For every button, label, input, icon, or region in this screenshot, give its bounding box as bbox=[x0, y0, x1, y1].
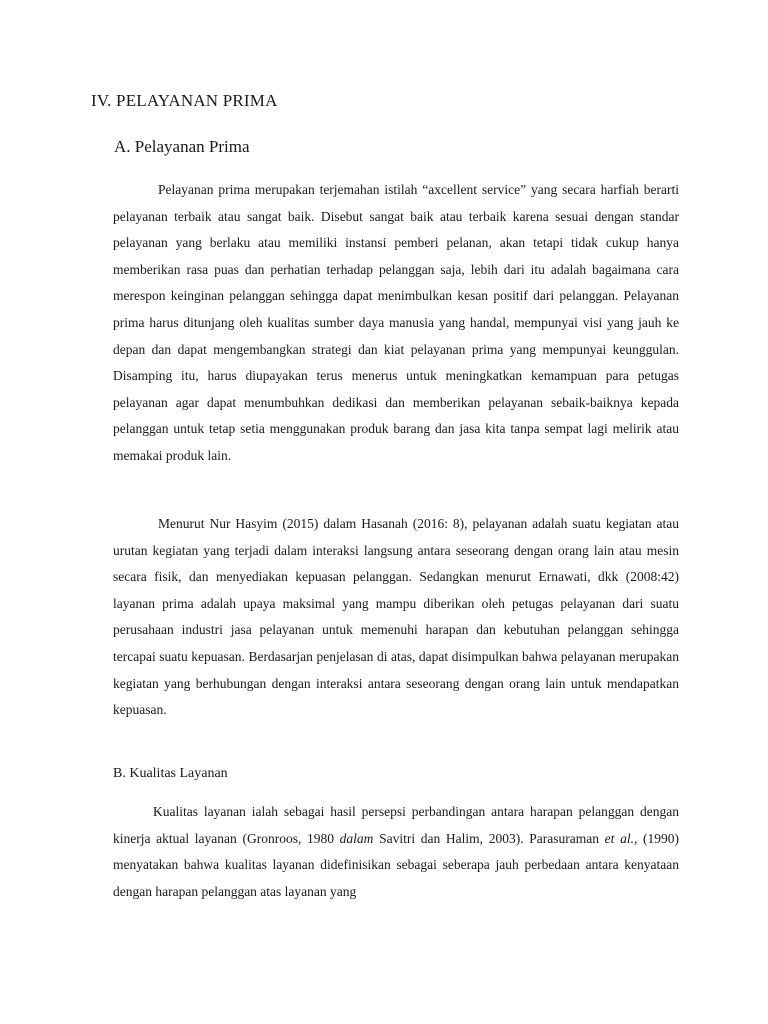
section-a-heading: A. Pelayanan Prima bbox=[114, 137, 250, 156]
paragraph-text: Kualitas layanan ialah sebagai hasil persepsi perbandingan antara harapan pelanggan dengan kinerja aktual layanan (Gronroos, 1980 bbox=[113, 804, 679, 846]
italic-text: dalam bbox=[339, 830, 374, 846]
section-b-heading: B. Kualitas Layanan bbox=[113, 766, 228, 781]
chapter-heading: IV. PELAYANAN PRIMA bbox=[91, 91, 278, 110]
italic-text: et al., bbox=[604, 830, 638, 846]
section-a-paragraph-1: Pelayanan prima merupakan terjemahan istilah “axcellent service” yang secara harfiah berarti pelayanan terbaik atau sangat baik. Disebut sangat baik atau terbaik karena sesuai dengan standar pelayanan yang berlaku atau memiliki instansi pemberi pelanan, akan tetapi tidak cukup hanya memberikan rasa puas dan perhatian terhadap pelanggan saja, lebih dari itu adalah bagaimana cara merespon keinginan pelanggan sehingga dapat menimbulkan kesan positif dari pelanggan. Pelayanan prima harus ditunjang oleh kualitas sumber daya manusia yang handal, mempunyai visi yang jauh ke depan dan dapat mengembangkan strategi dan kiat pelayanan prima yang mempunyai keunggulan. Disamping itu, harus diupayakan terus menerus untuk meningkatkan kemampuan para petugas pelayanan agar dapat menumbuhkan dedikasi dan memberikan pelayanan sebaik-baiknya kepada pelanggan untuk tetap setia menggunakan produk barang dan jasa kita tanpa sempat lagi melirik atau memakai produk lain. bbox=[113, 182, 679, 463]
paragraph-text: (1990) menyatakan bahwa kualitas layanan didefinisikan sebagai seberapa jauh perbedaan antara kenyataan dengan harapan pelanggan atas layanan yang bbox=[113, 830, 679, 899]
section-b-paragraph-1 bbox=[113, 799, 679, 905]
section-a-paragraph-2: Menurut Nur Hasyim (2015) dalam Hasanah (2016: 8), pelayanan adalah suatu kegiatan atau urutan kegiatan yang terjadi dalam interaksi langsung antara seseorang dengan orang lain atau mesin secara fisik, dan menyediakan kepuasan pelanggan. Sedangkan menurut Ernawati, dkk (2008:42) layanan prima adalah upaya maksimal yang mampu diberikan oleh petugas pelayanan dari suatu perusahaan industri jasa pelayanan untuk memenuhi harapan dan kebutuhan pelanggan sehingga tercapai suatu kepuasan. Berdasarjan penjelasan di atas, dapat disimpulkan bahwa pelayanan merupakan kegiatan yang berhubungan dengan interaksi antara seseorang dengan orang lain untuk mendapatkan kepuasan. bbox=[113, 516, 679, 718]
paragraph-text: Savitri dan Halim, 2003). Parasuraman bbox=[373, 830, 605, 846]
